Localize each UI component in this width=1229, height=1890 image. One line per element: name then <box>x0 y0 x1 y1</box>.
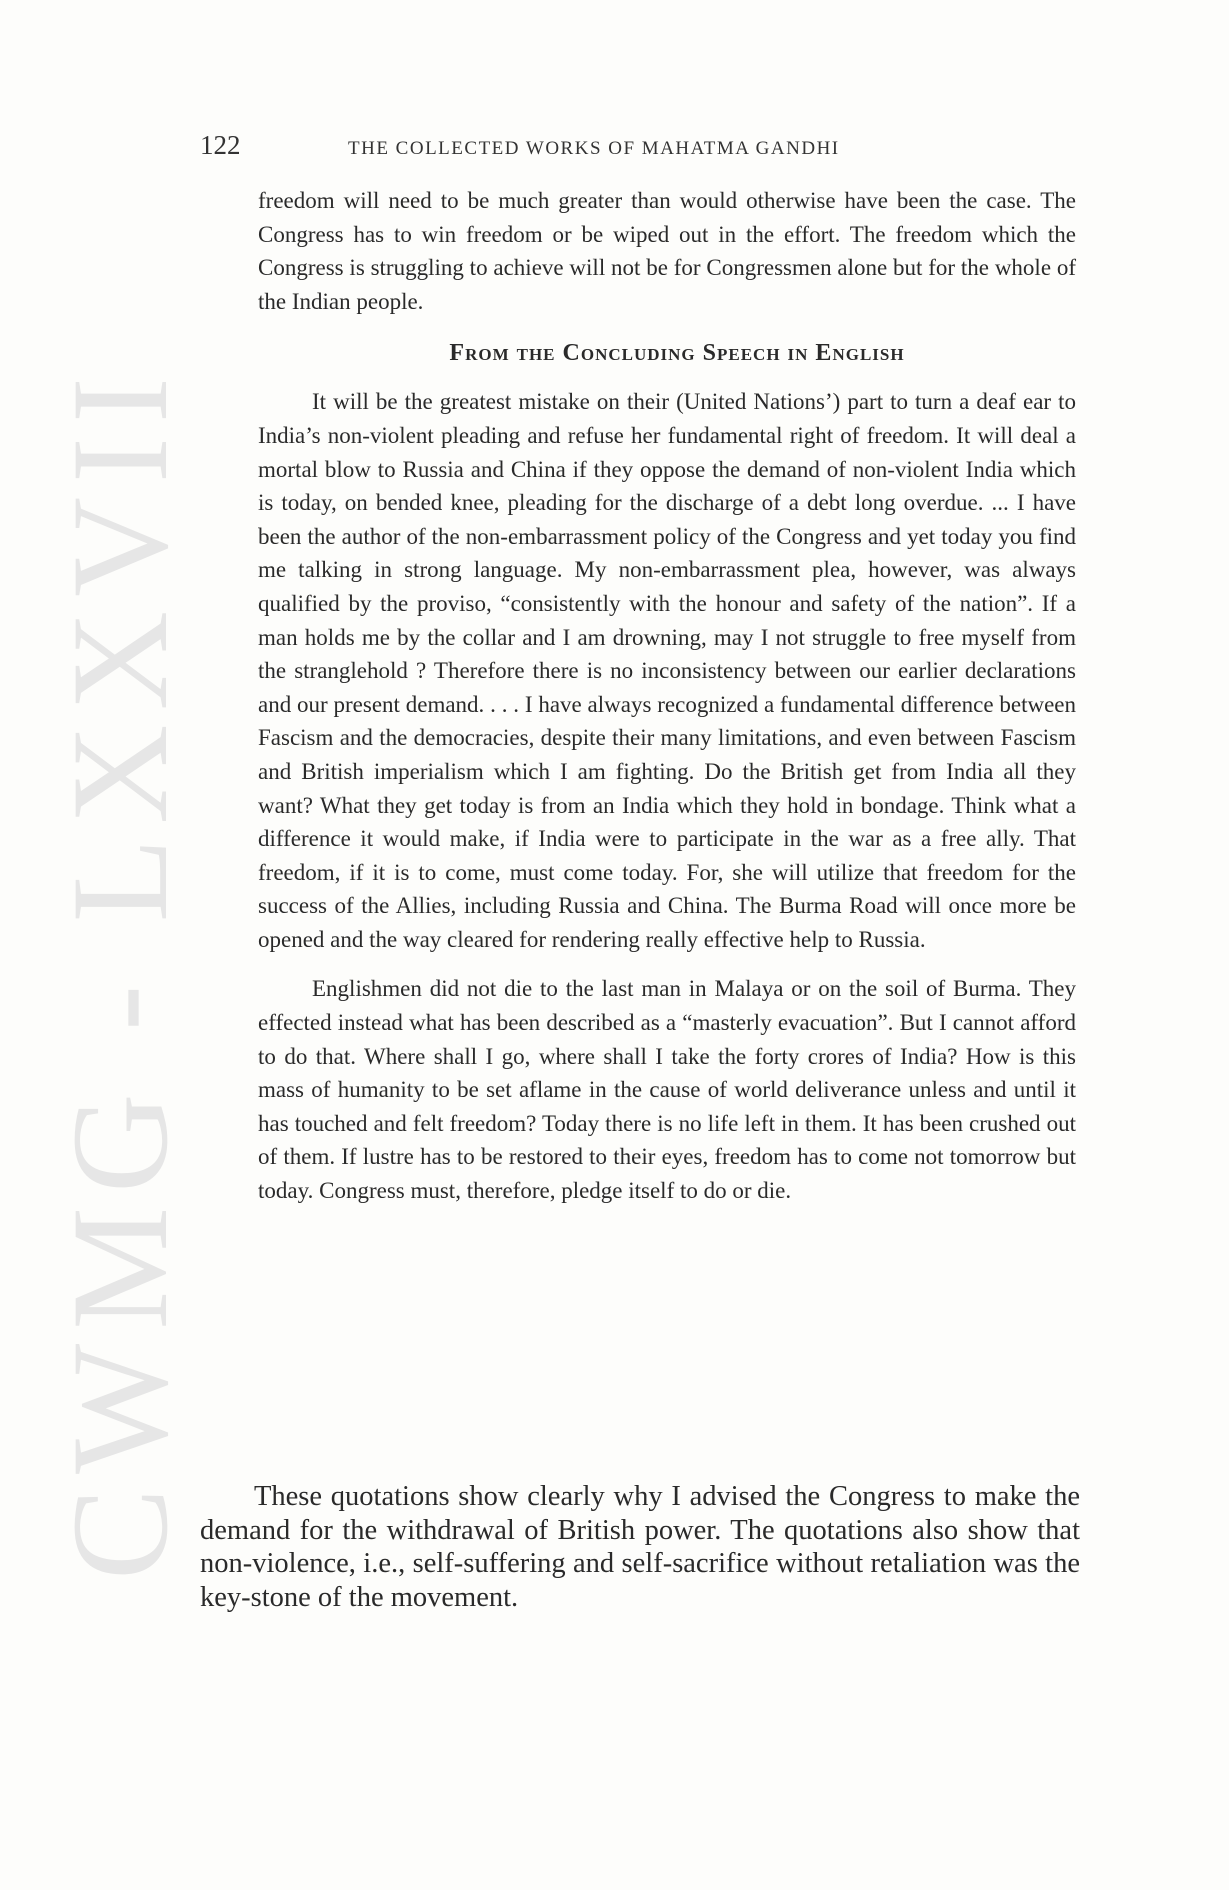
page-number: 122 <box>200 130 241 160</box>
running-title: THE COLLECTED WORKS OF MAHATMA GANDHI <box>348 138 840 159</box>
watermark: CWMG - LXXVII <box>43 363 196 1580</box>
paragraph-closing: These quotations show clearly why I advised the Congress to make the demand for the withdrawal of British power. The quotations also show that non-violence, i.e., self-suffering and self-sacrifice without retaliation was the key-stone of the movement. <box>200 1481 1080 1613</box>
paragraph-continued: freedom will need to be much greater than would otherwise have been the case. The Congress has to win freedom or be wiped out in the effort. The freedom which the Congress is struggling to achieve will not be for Congressmen alone but for the whole of the Indian people. <box>258 188 1076 314</box>
paragraph-speech: It will be the greatest mistake on their (United Nations’) part to turn a deaf ear to India’s non-violent pleading and refuse her fundamental right of freedom. It will deal a mortal blow to Russia and China if they oppose the demand of non-violent India which is today, on bended knee, pleading for the discharge of a debt long overdue. ... I have been the author of the non-embarrassment policy of the Congress and yet today you find me talking in strong language. My non-embarrassment plea, however, was always qualified by the proviso, “consistently with the honour and safety of the nation”. If a man holds me by the collar and I am drowning, may I not struggle to free myself from the stranglehold ? Therefore there is no inconsistency between our earlier declarations and our present demand. . . . I have always recognized a fundamental difference between Fascism and the democracies, despite their many limitations, and even between Fascism and British imperialism which I am fighting. Do the British get from India all they want? What they get today is from an India which they hold in bondage. Think what a difference it would make, if India were to participate in the war as a free ally. That freedom, if it is to come, must come today. For, she will utilize that freedom for the success of the Allies, including Russia and China. The Burma Road will once more be opened and the way cleared for rendering really effective help to Russia. <box>258 389 1076 952</box>
section-heading: From the Concluding Speech in English <box>449 340 905 367</box>
paragraph-englishmen: Englishmen did not die to the last man in Malaya or on the soil of Burma. They effected instead what has been described as a “masterly evacuation”. But I cannot afford to do that. Where shall I go, where shall I take the forty crores of India? How is this mass of humanity to be set aflame in the cause of world deliverance unless and until it has touched and felt freedom? Today there is no life left in them. It has been crushed out of them. If lustre has to be restored to their eyes, freedom has to come not tomorrow but today. Congress must, therefore, pledge itself to do or die. <box>258 976 1076 1204</box>
main-content <box>258 184 1076 1208</box>
closing-section <box>200 1480 1080 1614</box>
